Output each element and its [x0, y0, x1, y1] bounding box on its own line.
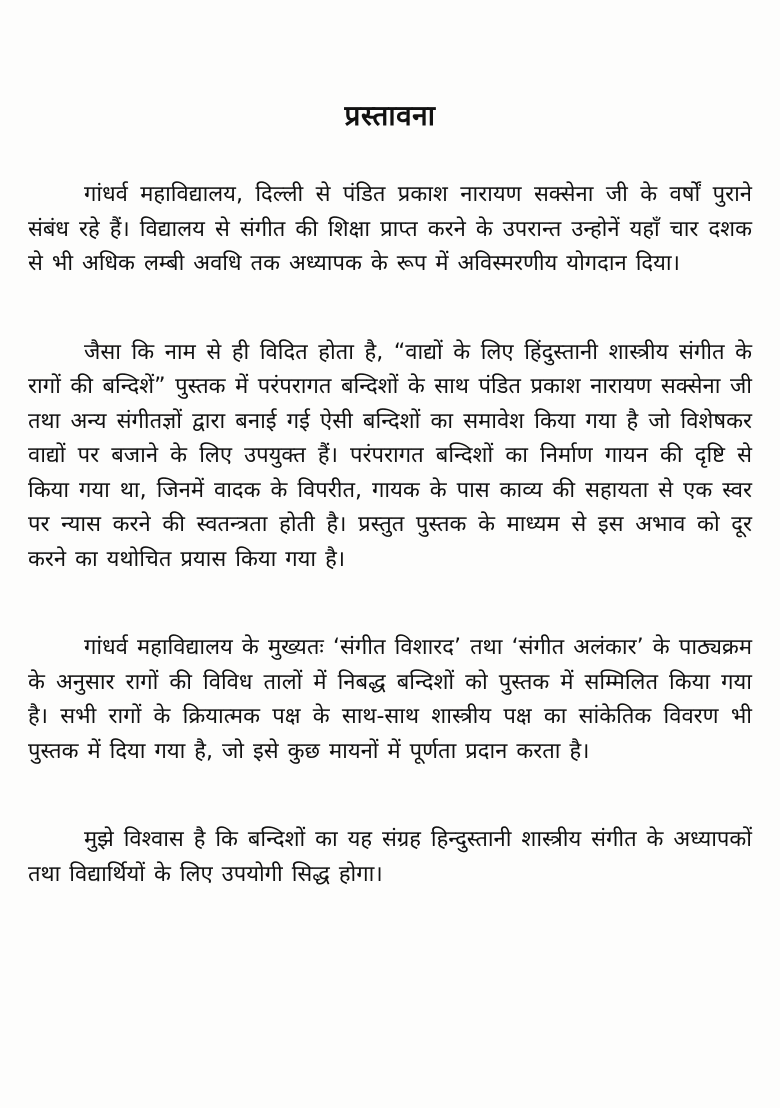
paragraph-4: मुझे विश्वास है कि बन्दिशों का यह संग्रह हिन्दुस्तानी शास्त्रीय संगीत के अध्यापकों तथा विद्यार्थियों के लिए उपयोगी सिद्ध होगा। [28, 827, 752, 887]
paragraph-1: गांधर्व महाविद्यालय, दिल्ली से पंडित प्रकाश नारायण सक्सेना जी के वर्षों पुराने संबंध रहे हैं। विद्यालय से संगीत की शिक्षा प्राप्त करने के उपरान्त उन्होनें यहाँ चार दशक से भी अधिक लम्बी अवधि तक अध्यापक के रूप में अविस्मरणीय योगदान दिया। [28, 182, 752, 276]
paragraph-2: जैसा कि नाम से ही विदित होता है, “वाद्यों के लिए हिंदुस्तानी शास्त्रीय संगीत के रागों की बन्दिशें” पुस्तक में परंपरागत बन्दिशों के साथ पंडित प्रकाश नारायण सक्सेना जी तथा अन्य संगीतज्ञों द्वारा बनाई गई ऐसी बन्दिशों का समावेश किया गया है जो विशेषकर वाद्यों पर बजाने के लिए उपयुक्त हैं। परंपरागत बन्दिशों का निर्माण गायन की दृष्टि से किया गया था, जिनमें वादक के विपरीत, गायक के पास काव्य की सहायता से एक स्वर पर न्यास करने की स्वतन्त्रता होती है। प्रस्तुत पुस्तक के माध्यम से इस अभाव को दूर करने का यथोचित प्रयास किया गया है। [28, 339, 752, 572]
paragraph-3: गांधर्व महाविद्यालय के मुख्यतः ‘संगीत विशारद’ तथा ‘संगीत अलंकार’ के पाठ्यक्रम के अनुसार रागों की विविध तालों में निबद्ध बन्दिशों को पुस्तक में सम्मिलित किया गया है। सभी रागों के क्रियात्मक पक्ष के साथ-साथ शास्त्रीय पक्ष का सांकेतिक विवरण भी पुस्तक में दिया गया है, जो इसे कुछ मायनों में पूर्णता प्रदान करता है। [28, 635, 752, 764]
page-title: प्रस्तावना [344, 99, 436, 132]
